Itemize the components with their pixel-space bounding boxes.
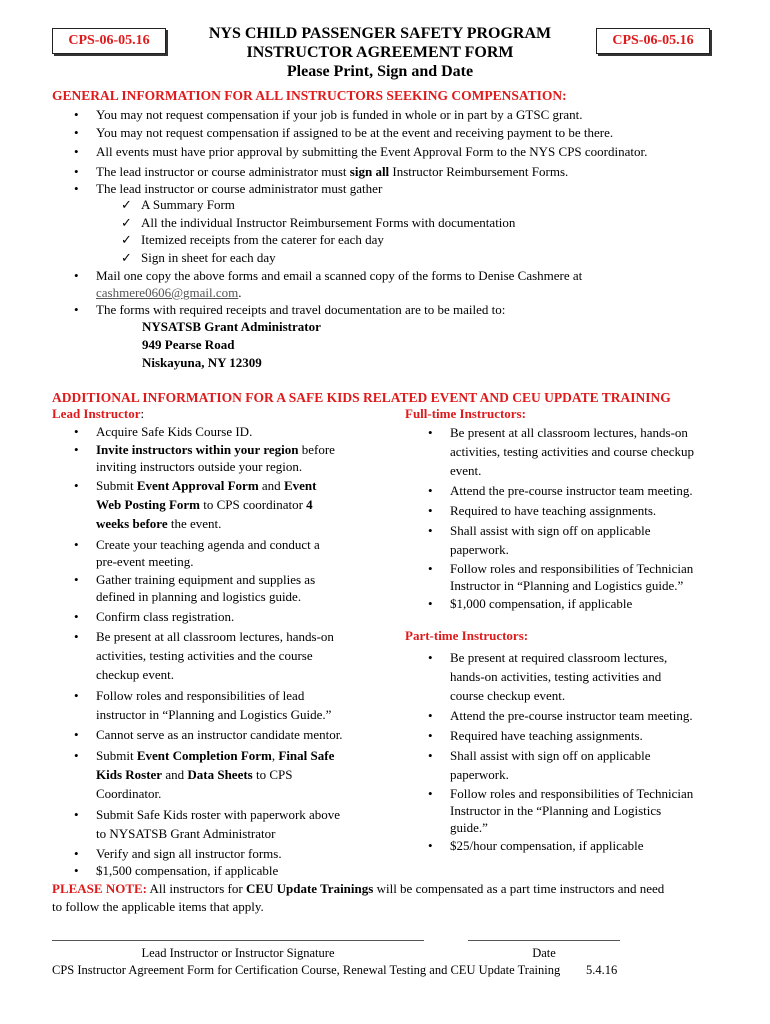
list-item: • Acquire Safe Kids Course ID. (96, 423, 386, 441)
list-item: • $1,500 compensation, if applicable (96, 862, 386, 880)
list-item: • Invite instructors within your region before inviting instructors outside your region. (96, 441, 386, 476)
list-item: • Submit Event Completion Form, Final Safe Kids Roster and Data Sheets to CPS Coordinator. (96, 746, 386, 803)
list-item: • Confirm class registration. (96, 608, 386, 626)
list-item: • Follow roles and responsibilities of Technician Instructor in “Planning and Logistics guide.” (450, 560, 750, 594)
page-title (170, 24, 590, 81)
list-item: • $25/hour compensation, if applicable (450, 836, 750, 855)
address-line: NYSATSB Grant Administrator (142, 319, 321, 334)
address-line: 949 Pearse Road (142, 337, 235, 352)
title-line-3: Please Print, Sign and Date (286, 63, 474, 80)
date-line[interactable] (468, 940, 620, 941)
list-item: • Create your teaching agenda and conduct a pre-event meeting. (96, 536, 386, 571)
form-code-right: CPS-06-05.16 (596, 28, 710, 54)
list-item: • You may not request compensation if assigned to be at the event and receiving payment to be there. (96, 124, 756, 142)
list-item: • $1,000 compensation, if applicable (450, 594, 750, 613)
lead-instructor-heading: Lead Instructor: (52, 406, 145, 421)
full-time-heading: Full-time Instructors: (405, 406, 526, 421)
please-note: PLEASE NOTE: All instructors for CEU Update Trainings will be compensated as a part time instructors and need to follow the applicable items that apply. (52, 881, 665, 914)
list-item: • Follow roles and responsibilities of lead instructor in “Planning and Logistics Guide.” (96, 686, 386, 724)
list-item: • Submit Safe Kids roster with paperwork above to NYSATSB Grant Administrator (96, 805, 386, 843)
list-item: • Required have teaching assignments. (450, 726, 750, 745)
general-list (96, 106, 756, 198)
list-item: • Attend the pre-course instructor team meeting. (450, 706, 750, 725)
part-time-list (450, 648, 750, 855)
date-label: Date (532, 946, 556, 960)
part-time-heading: Part-time Instructors: (405, 628, 529, 643)
checklist-item: ✓ Sign in sheet for each day (141, 249, 741, 267)
signature-line[interactable] (52, 940, 424, 941)
address-line: Niskayuna, NY 12309 (142, 355, 262, 370)
list-item: • Cannot serve as an instructor candidate mentor. (96, 726, 386, 744)
list-item: • Shall assist with sign off on applicable paperwork. (450, 521, 750, 559)
general-heading: GENERAL INFORMATION FOR ALL INSTRUCTORS SEEKING COMPENSATION: (52, 88, 567, 103)
mailing-address (142, 318, 321, 372)
list-item: • Mail one copy the above forms and email a scanned copy of the forms to Denise Cashmere at cashmere0606@gmail.com. (96, 267, 756, 301)
list-item: • All events must have prior approval by submitting the Event Approval Form to the NYS CPS coordinator. (96, 143, 756, 161)
additional-heading: ADDITIONAL INFORMATION FOR A SAFE KIDS RELATED EVENT AND CEU UPDATE TRAINING (52, 390, 671, 405)
general-list-2 (96, 267, 756, 318)
full-time-list (450, 423, 750, 613)
form-version: 5.4.16 (586, 963, 618, 977)
list-item: • Required to have teaching assignments. (450, 501, 750, 520)
checklist-item: ✓ A Summary Form (141, 196, 741, 214)
list-item: • The lead instructor or course administrator must gather (96, 180, 756, 198)
list-item: • Gather training equipment and supplies as defined in planning and logistics guide. (96, 571, 386, 606)
list-item: • Follow roles and responsibilities of Technician Instructor in the “Planning and Logistics guide.” (450, 785, 750, 836)
list-item: • Shall assist with sign off on applicable paperwork. (450, 746, 750, 784)
gather-checklist (141, 196, 741, 266)
list-item: • Submit Event Approval Form and Event Web Posting Form to CPS coordinator 4 weeks before the event. (96, 476, 386, 533)
checklist-item: ✓ Itemized receipts from the caterer for each day (141, 231, 741, 249)
title-line-2: INSTRUCTOR AGREEMENT FORM (246, 44, 514, 61)
footer-text: CPS Instructor Agreement Form for Certification Course, Renewal Testing and CEU Update Training (52, 963, 561, 977)
lead-instructor-list (96, 423, 386, 880)
signature-label: Lead Instructor or Instructor Signature (141, 946, 335, 960)
list-item: • Verify and sign all instructor forms. (96, 845, 386, 863)
list-item: • Be present at all classroom lectures, hands-on activities, testing activities and the course checkup event. (96, 627, 386, 684)
email-link[interactable]: cashmere0606@gmail.com (96, 285, 239, 300)
list-item: • Attend the pre-course instructor team meeting. (450, 481, 750, 500)
title-line-1: NYS CHILD PASSENGER SAFETY PROGRAM (208, 25, 552, 42)
list-item: • The forms with required receipts and travel documentation are to be mailed to: (96, 301, 756, 318)
list-item: • Be present at all classroom lectures, hands-on activities, testing activities and course checkup event. (450, 423, 750, 480)
list-item: • The lead instructor or course administrator must sign all Instructor Reimbursement Forms. (96, 163, 756, 181)
form-code-left: CPS-06-05.16 (52, 28, 166, 54)
list-item: • You may not request compensation if your job is funded in whole or in part by a GTSC grant. (96, 106, 756, 124)
list-item: • Be present at required classroom lectures, hands-on activities, testing activities and course checkup event. (450, 648, 750, 705)
checklist-item: ✓ All the individual Instructor Reimbursement Forms with documentation (141, 214, 741, 232)
